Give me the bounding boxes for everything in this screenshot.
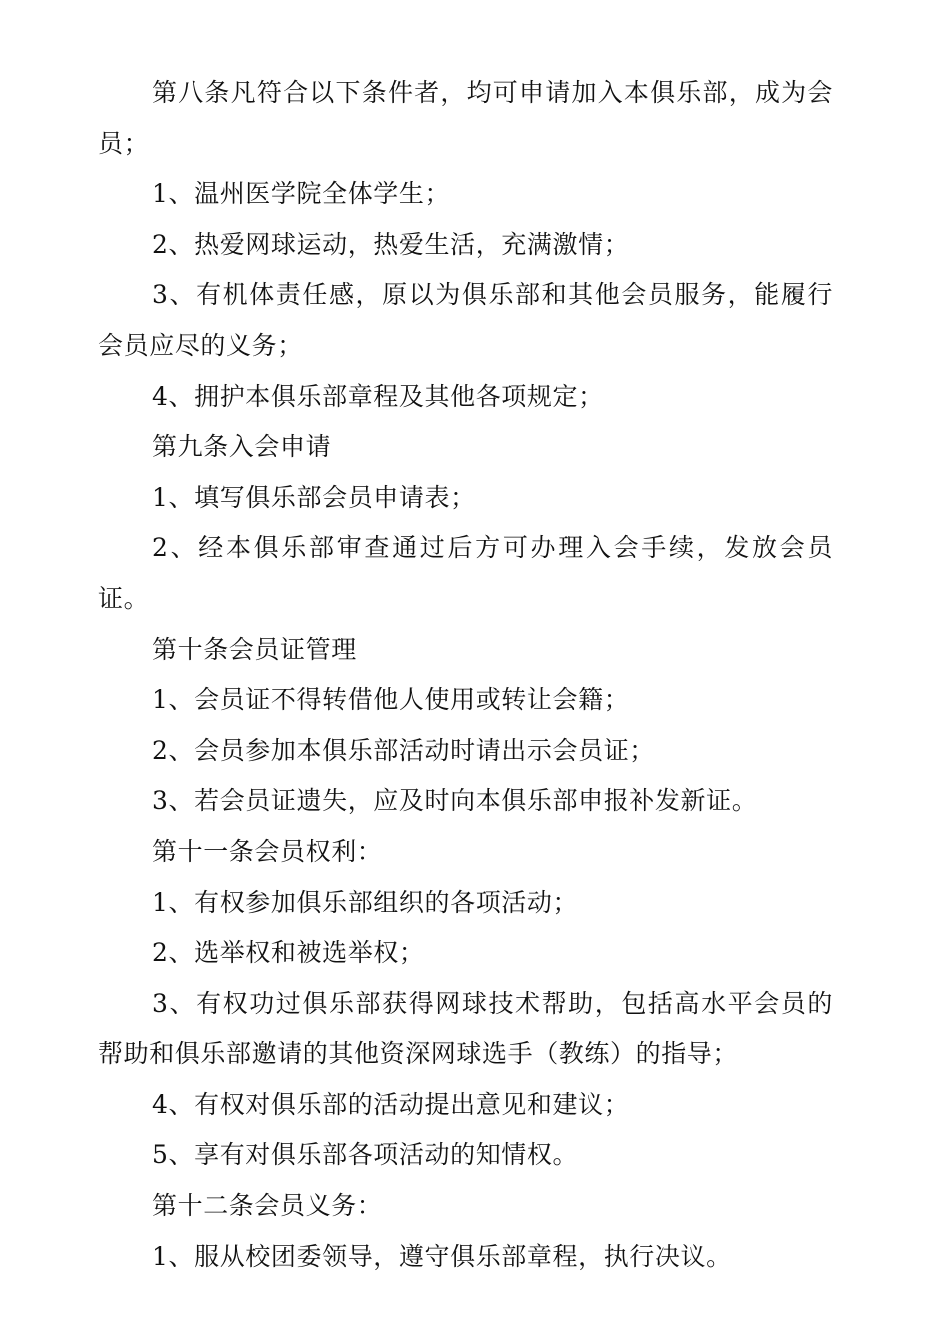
article-10-item-1: 1、会员证不得转借他人使用或转让会籍；: [152, 685, 630, 715]
article-12-item-1: 1、服从校团委领导，遵守俱乐部章程，执行决议。: [152, 1241, 732, 1271]
article-12-heading: 第十二条会员义务：: [152, 1191, 383, 1221]
document-body: [98, 68, 833, 1282]
article-11-item-1: 1、有权参加俱乐部组织的各项活动；: [152, 887, 579, 917]
article-10-item-2: 2、会员参加本俱乐部活动时请出示会员证；: [152, 735, 655, 765]
article-11-item-4: 4、有权对俱乐部的活动提出意见和建议；: [152, 1089, 630, 1119]
article-8-item-4: 4、拥护本俱乐部章程及其他各项规定；: [152, 381, 604, 411]
article-8-item-1: 1、温州医学院全体学生；: [152, 179, 451, 209]
article-8-item-3: 3、有机体责任感，原以为俱乐部和其他会员服务，能履行会员应尽的义务；: [98, 280, 833, 360]
article-11-heading: 第十一条会员权利：: [152, 836, 383, 866]
article-9-heading: 第九条入会申请: [152, 432, 332, 462]
article-11-item-3: 3、有权功过俱乐部获得网球技术帮助，包括高水平会员的帮助和俱乐部邀请的其他资深网球选手（教练）的指导；: [98, 988, 833, 1069]
article-9-item-2: 2、经本俱乐部审查通过后方可办理入会手续，发放会员证。: [98, 533, 833, 613]
article-11-item-5: 5、享有对俱乐部各项活动的知情权。: [152, 1140, 579, 1170]
article-8-item-2: 2、热爱网球运动，热爱生活，充满激情；: [152, 229, 630, 259]
article-9-item-1: 1、填写俱乐部会员申请表；: [152, 482, 476, 512]
article-11-item-2: 2、选举权和被选举权；: [152, 938, 425, 968]
article-8-heading: 第八条凡符合以下条件者，均可申请加入本俱乐部，成为会员；: [98, 78, 833, 158]
article-10-heading: 第十条会员证管理: [152, 634, 357, 664]
article-10-item-3: 3、若会员证遗失，应及时向本俱乐部申报补发新证。: [152, 786, 758, 816]
